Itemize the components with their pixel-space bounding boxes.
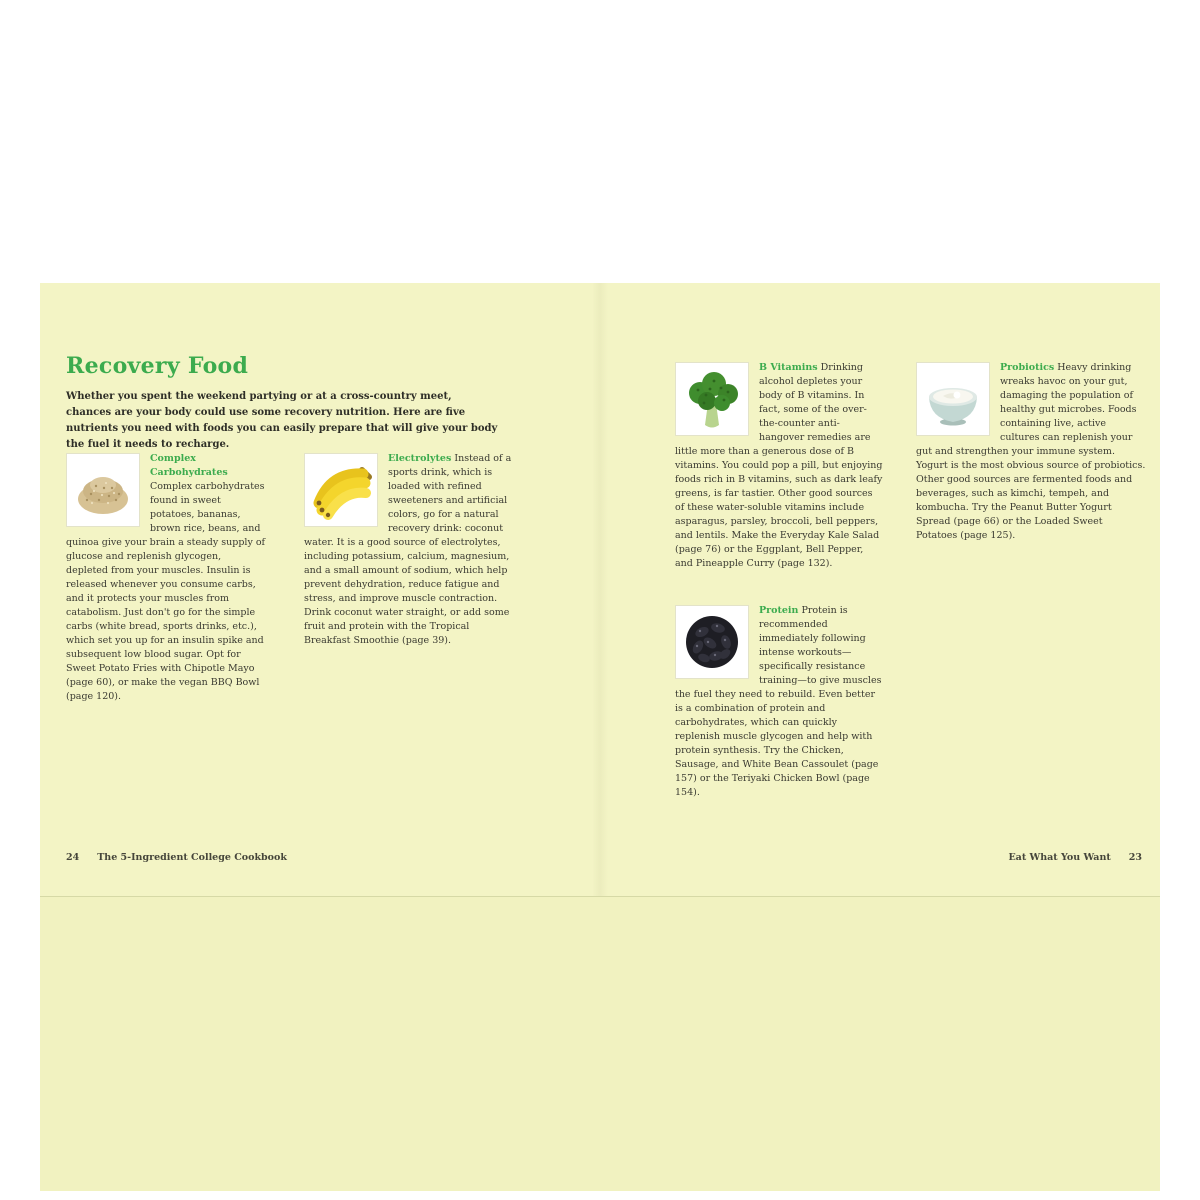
- yogurt-photo: [916, 362, 990, 436]
- left-page-footer: [66, 852, 287, 863]
- section-complex-carbohydrates: [66, 452, 266, 704]
- intro-paragraph: Whether you spent the weekend partying or at a cross-country meet, chances are your body could use some recovery nutrition. Here are five nutrients you need with foods you can easily prepare that will give your body the fuel it needs to recharge.: [66, 391, 498, 450]
- book-title: The 5-Ingredient College Cookbook: [97, 852, 287, 863]
- quinoa-photo: [66, 453, 140, 527]
- section-title: Protein: [759, 605, 799, 616]
- chapter-title: Eat What You Want: [1008, 852, 1111, 863]
- pages-behind: [40, 897, 1160, 1191]
- open-book-pages: [40, 283, 1160, 1191]
- black-beans-photo: [675, 605, 749, 679]
- right-page-footer: [1008, 852, 1142, 863]
- section-text: Complex carbohydrates found in sweet potatoes, bananas, brown rice, beans, and quinoa give your brain a steady supply of glucose and replenish glycogen, depleted from your muscles. Insulin is released whenever you consume carbs, and it protects your muscles from catabolism. Just don't go for the simple carbs (white bread, sports drinks, etc.), which set you up for an insulin spike and subsequent low blood sugar. Opt for Sweet Potato Fries with Chipotle Mayo (page 60), or make the vegan BBQ Bowl (page 120).: [66, 481, 266, 702]
- right-page-number: 23: [1128, 852, 1142, 863]
- left-page-number: 24: [66, 852, 80, 863]
- page-title: Recovery Food: [66, 353, 249, 379]
- section-text: Instead of a sports drink, which is loaded with refined sweeteners and artificial colors, go for a natural recovery drink: coconut water. It is a good source of electrolytes, including potassium, calcium, magnesium, and a small amount of sodium, which help prevent dehydration, reduce fatigue and stress, and improve muscle contraction. Drink coconut water straight, or add some fruit and protein with the Tropical Breakfast Smoothie (page 39).: [304, 453, 512, 646]
- section-electrolytes: [304, 452, 514, 648]
- section-title: Electrolytes: [388, 453, 452, 464]
- section-text: Heavy drinking wreaks havoc on your gut, damaging the population of healthy gut microbes. Foods containing live, active cultures can replenish your gut and strengthen your immune system. Yogurt is the most obvious source of probiotics. Other good sources are fermented foods and beverages, such as kimchi, tempeh, and kombucha. Try the Peanut Butter Yogurt Spread (page 66) or the Loaded Sweet Potatoes (page 125).: [916, 362, 1146, 541]
- section-title: Probiotics: [1000, 362, 1055, 373]
- section-title: Complex Carbohydrates: [150, 453, 228, 478]
- broccoli-photo: [675, 362, 749, 436]
- section-title: B Vitamins: [759, 362, 818, 373]
- section-protein: [675, 604, 883, 800]
- page-bottom-edge: [40, 896, 1160, 897]
- page-gutter: [592, 283, 608, 896]
- bananas-photo: [304, 453, 378, 527]
- section-text: Drinking alcohol depletes your body of B vitamins. In fact, some of the over-the-counter anti-hangover remedies are little more than a generous dose of B vitamins. You could pop a pill, but enjoying foods rich in B vitamins, such as dark leafy greens, is far tastier. Other good sources of these water-soluble vitamins include asparagus, parsley, broccoli, bell peppers, and lentils. Make the Everyday Kale Salad (page 76) or the Eggplant, Bell Pepper, and Pineapple Curry (page 132).: [675, 362, 883, 569]
- section-text: Protein is recommended immediately following intense workouts—specifically resistance training—to give muscles the fuel they need to rebuild. Even better is a combination of protein and carbohydrates, which can quickly replenish muscle glycogen and help with protein synthesis. Try the Chicken, Sausage, and White Bean Cassoulet (page 157) or the Teriyaki Chicken Bowl (page 154).: [675, 605, 882, 798]
- section-b-vitamins: [675, 361, 883, 571]
- section-probiotics: [916, 361, 1146, 543]
